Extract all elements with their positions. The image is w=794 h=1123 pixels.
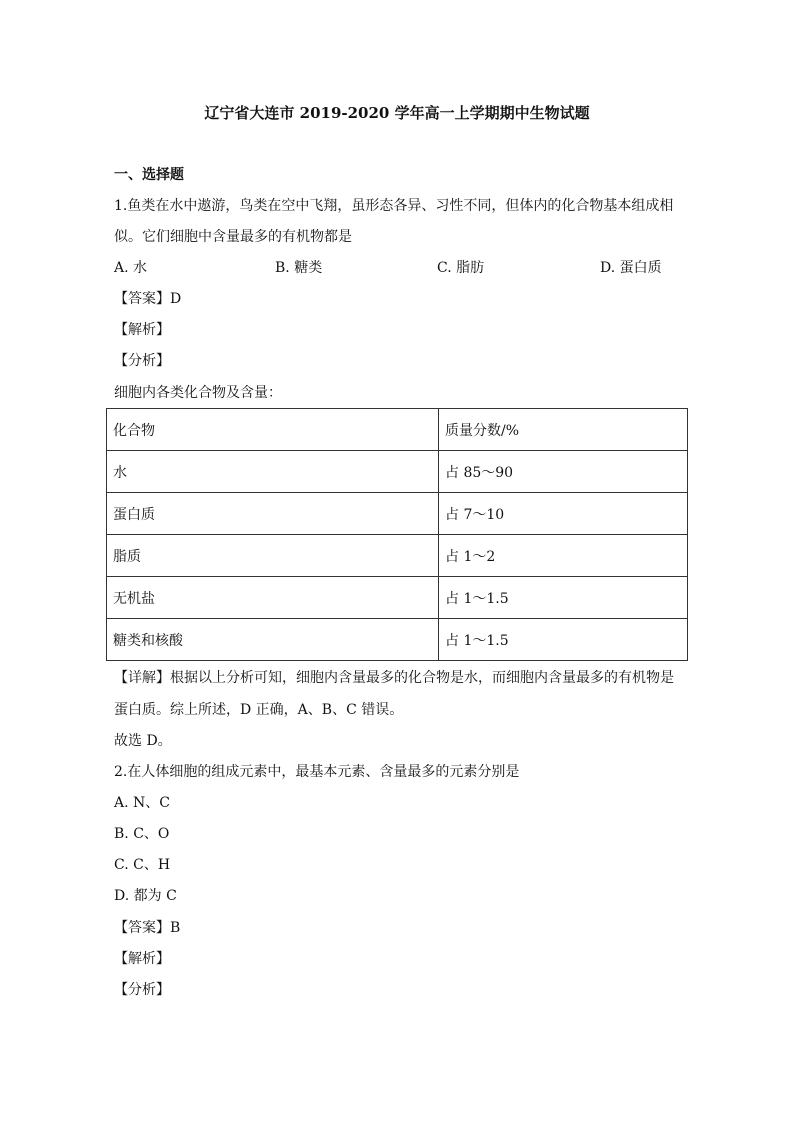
q1-stem-line-2: 似。它们细胞中含量最多的有机物都是	[114, 229, 352, 245]
q2-option-d: D. 都为 C	[114, 888, 177, 904]
table-cell: 占 1～2	[439, 535, 688, 577]
table-row	[107, 535, 688, 577]
table-cell: 蛋白质	[107, 493, 439, 535]
q1-stem-line-1: 1.鱼类在水中遨游，鸟类在空中飞翔，虽形态各异、习性不同，但体内的化合物基本组成相	[114, 198, 674, 214]
table-cell: 占 1～1.5	[439, 619, 688, 661]
q2-option-a: A. N、C	[114, 795, 170, 811]
table-cell: 占 85～90	[439, 451, 688, 493]
table-header-cell: 质量分数/%	[439, 409, 688, 451]
q1-detail-line-1: 【详解】根据以上分析可知，细胞内含量最多的化合物是水，而细胞内含量最多的有机物是	[114, 670, 674, 686]
q2-analysis-label: 【解析】	[114, 951, 170, 967]
table-row	[107, 451, 688, 493]
q1-detail-line-2: 蛋白质。综上所述，D 正确，A、B、C 错误。	[114, 702, 404, 718]
q1-option-a: A. 水	[114, 260, 148, 276]
q2-answer: 【答案】B	[114, 920, 181, 936]
section-heading: 一、选择题	[114, 167, 184, 183]
q1-option-c: C. 脂肪	[437, 260, 485, 276]
table-row	[107, 619, 688, 661]
table-cell: 占 7～10	[439, 493, 688, 535]
q1-option-d: D. 蛋白质	[600, 260, 662, 276]
q2-fenxi-label: 【分析】	[114, 982, 170, 998]
table-header-row	[107, 409, 688, 451]
compound-content-table	[106, 408, 688, 661]
table-cell: 糖类和核酸	[107, 619, 439, 661]
q1-option-b: B. 糖类	[275, 260, 323, 276]
q2-option-b: B. C、O	[114, 826, 170, 842]
table-row	[107, 493, 688, 535]
table-cell: 占 1～1.5	[439, 577, 688, 619]
q1-conclusion: 故选 D。	[114, 733, 172, 749]
q2-option-c: C. C、H	[114, 857, 171, 873]
document-title: 辽宁省大连市 2019-2020 学年高一上学期期中生物试题	[204, 104, 590, 122]
q1-answer: 【答案】D	[114, 291, 182, 307]
table-row	[107, 577, 688, 619]
table-header-cell: 化合物	[107, 409, 439, 451]
q1-fenxi-label: 【分析】	[114, 353, 170, 369]
q1-table-intro: 细胞内各类化合物及含量：	[114, 385, 282, 401]
table-cell: 脂质	[107, 535, 439, 577]
q1-options	[114, 258, 694, 278]
q1-analysis-label: 【解析】	[114, 322, 170, 338]
table-cell: 无机盐	[107, 577, 439, 619]
q2-stem: 2.在人体细胞的组成元素中，最基本元素、含量最多的元素分别是	[114, 764, 520, 780]
table-cell: 水	[107, 451, 439, 493]
